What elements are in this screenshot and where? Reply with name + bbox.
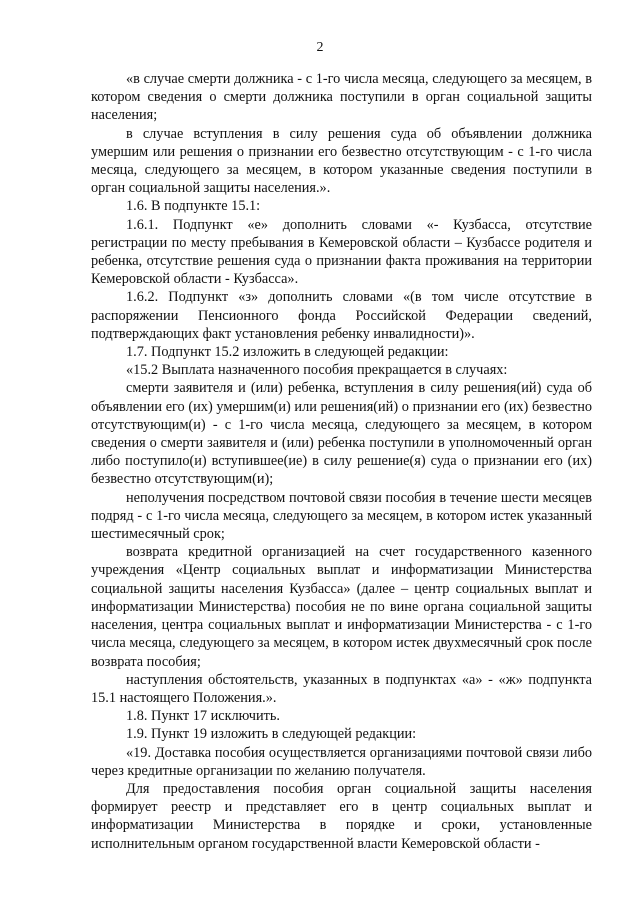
paragraph: 1.9. Пункт 19 изложить в следующей редакции: [126, 726, 417, 743]
paragraph: 1.8. Пункт 17 исключить. [126, 708, 280, 725]
paragraph: 1.6.2. Подпункт «з» дополнить словами «(в том числе отсутствие в распоряжении Пенсионного фонда Российской Федерации сведений, подтверждающих факт установления ребенку инвалидности)». [91, 289, 592, 342]
page-number: 2 [316, 40, 324, 55]
paragraph: «19. Доставка пособия осуществляется организациями почтовой связи либо через кредитные организации по желанию получателя. [91, 744, 592, 779]
paragraph: 1.6. В подпункте 15.1: [126, 198, 261, 215]
document-body [91, 70, 592, 853]
paragraph: наступления обстоятельств, указанных в подпунктах «а» - «ж» подпункта 15.1 настоящего Положения.». [91, 671, 592, 706]
paragraph: Для предоставления пособия орган социальной защиты населения формирует реестр и представляет его в центр социальных выплат и информатизации Министерства в порядке и сроки, установленные исполнительным органом государственной власти Кемеровской области - [91, 780, 592, 852]
paragraph: 1.6.1. Подпункт «е» дополнить словами «- Кузбасса, отсутствие регистрации по месту пребывания в Кемеровской области – Кузбассе родителя и ребенка, отсутствие решения суда о признании факта проживания на территории Кемеровской области - Кузбасса». [91, 216, 592, 288]
paragraph: возврата кредитной организацией на счет государственного казенного учреждения «Центр социальных выплат и информатизации Министерства социальной защиты населения Кузбасса» (далее – центр социальных выплат и информатизации Министерства) пособия не по вине органа социальной защиты населения, центра социальных выплат и информатизации Министерства - с 1-го числа месяца, следующего за месяцем, в котором истек двухмесячный срок после возврата пособия; [91, 544, 592, 670]
paragraph: неполучения посредством почтовой связи пособия в течение шести месяцев подряд - с 1-го числа месяца, следующего за месяцем, в котором истек указанный шестимесячный срок; [91, 489, 592, 543]
paragraph: «в случае смерти должника - с 1-го числа месяца, следующего за месяцем, в котором сведения о смерти должника поступили в орган социальной защиты населения; [91, 71, 592, 124]
paragraph: в случае вступления в силу решения суда об объявлении должника умершим или решения о признании его безвестно отсутствующим - с 1-го числа месяца, следующего за месяцем, в котором указанные сведения поступили в орган социальной защиты населения.». [91, 125, 592, 197]
paragraph: 1.7. Подпункт 15.2 изложить в следующей редакции: [126, 344, 449, 361]
paragraph: смерти заявителя и (или) ребенка, вступления в силу решения(ий) суда об объявлении его (их) умершим(и) или решения(ий) о признании его (их) безвестно отсутствующим(и) - с 1-го числа месяца, следующего за месяцем, в котором сведения о смерти заявителя и (или) ребенка поступили в уполномоченный орган либо поступило(и) вступившее(ие) в силу решение(я) суда о признании его (их) безвестно отсутствующим(и); [91, 380, 592, 488]
paragraph: «15.2 Выплата назначенного пособия прекращается в случаях: [126, 362, 508, 379]
